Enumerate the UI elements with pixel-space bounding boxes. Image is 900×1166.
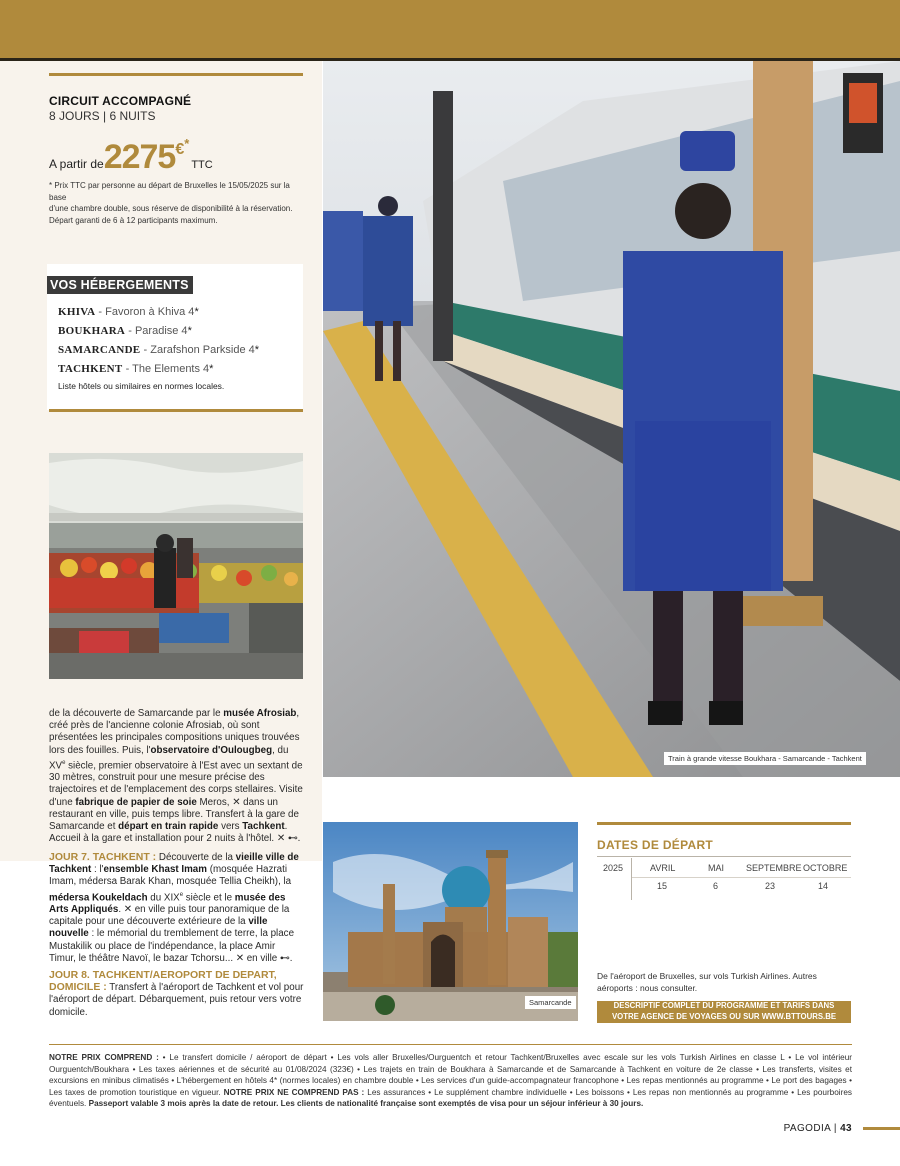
meal-bed-icons: ✕ ⊷. [276,833,301,845]
price-ttc: TTC [191,159,213,171]
itinerary-text: siècle et le [183,891,235,903]
itinerary-text: Transfert à l'aéroport de Tachkent et vol pour l'aéroport de départ. Débarquement, puis retour vers votre domicile. [49,982,304,1018]
hotel-city: BOUKHARA [58,325,126,337]
dates-month: AVRIL [650,863,676,873]
price-note-line: d'une chambre double, sous réserve de disponibilité à la réservation. [49,204,293,213]
itinerary-text: . [118,904,122,916]
hotel-name: - The Elements 4 [122,363,210,375]
program-link-banner[interactable] [597,1001,851,1023]
footer-rule [49,1044,852,1045]
itinerary-text: (mosquée Hazrati Imam, médersa Barak Khan, mosquée Tellia Cheikh), la [49,864,292,888]
itinerary-text: siècle, premier observatoire à l'Est avec un sextant de 30 mètres, construit pour une mesure précise des trajectoires et de l'emplacement des corps stellaires. Visite d'une [49,760,303,808]
price-note-line: * Prix TTC par personne au départ de Bruxelles le 15/05/2025 sur la base [49,181,290,202]
dates-vrule [631,858,632,900]
itinerary-emphasis: Tachkent [242,821,285,833]
comprend-text: • Le transfert domicile / aéroport de départ • Les vols aller Bruxelles/Ourguentch et retour Tachkent/Bruxelles avec escale sur les vols Turkish Airlines en classe L • Le vol intérieur Ourguentch/Boukhara • Les taxes aériennes et de sécurité au 01/08/2024 (323€) • Les trajets en train de Boukhara à Samarcande et de Samarcande à Tachkent en voiture de 2e classe • Les transferts, visites et excursions en minibus climatisés • L'hébergement en hôtels 4* (normes locales) en chambre double • Les services d'un guide-accompagnateur francophone • Les repas mentionnés au programme • Le port des bagages • Les taxes de promotion touristique en vigueur. [49,1053,852,1097]
hotel-star: * [254,344,260,356]
dates-hrule [632,877,851,878]
train-photo [323,61,900,777]
price-value: 2275 [103,138,176,176]
hotel-name: - Favoron à Khiva 4 [95,306,195,318]
itinerary-paragraph [49,708,304,846]
hotel-name: - Paradise 4 [125,325,188,337]
hebergements-bottom-rule [49,409,303,412]
price-block [49,138,213,177]
itinerary-text: dans un restaurant en ville, puis temps libre. Transfert à la gare de Samarcande et [49,796,299,833]
program-link-line: VOTRE AGENCE DE VOYAGES OU SUR WWW.BTTOURS.BE [611,1011,837,1021]
itinerary-text: , [296,708,300,719]
circuit-duration: 8 JOURS | 6 NUITS [49,109,156,123]
dates-month: SEPTEMBRE [746,863,802,873]
hotel-line [58,306,199,318]
day8-paragraph [49,969,304,1019]
itinerary-text: , du XV [49,744,289,772]
itinerary-emphasis: observatoire d'Oulougbeg [150,744,273,756]
page-footer [784,1123,852,1134]
dates-year: 2025 [603,863,624,873]
meal-icon: ✕ [232,796,241,808]
circuit-top-rule [49,73,303,76]
hotel-name: - Zarafshon Parkside 4 [140,344,255,356]
hebergements-note: Liste hôtels ou similaires en normes locales. [58,381,225,391]
price-currency: € [175,141,185,158]
train-caption: Train à grande vitesse Boukhara - Samarcande - Tachkent [664,752,866,765]
dates-top-rule [597,822,851,825]
hotel-city: KHIVA [58,306,96,318]
day7-label: JOUR 7. TACHKENT : [49,851,157,863]
hotel-line [58,325,192,337]
hotel-city: TACHKENT [58,363,123,375]
hotel-city: SAMARCANDE [58,344,141,356]
itinerary-emphasis: fabrique de papier de soie [75,796,197,808]
hotel-line [58,363,213,375]
hotel-line [58,344,259,356]
itinerary-text: ✕ en ville puis tour panoramique de la capitale pour une découverte extérieure de la [49,904,290,928]
day8-label: JOUR 8. TACHKENT/AEROPORT DE DEPART, [49,969,277,981]
itinerary-emphasis: ensemble Khast Imam [103,864,207,876]
itinerary-text: Meros, [196,796,233,808]
dates-day: 14 [818,881,829,891]
day7-paragraph [49,851,304,965]
circuit-title: CIRCUIT ACCOMPAGNÉ [49,94,192,108]
dates-day: 6 [713,881,719,891]
passport-note: Passeport valable 3 mois après la date de retour. Les clients de nationalité française sont exemptés de visa pour un séjour inférieur à 30 jours. [86,1099,644,1109]
itinerary-emphasis: musée Afrosiab [223,708,297,719]
itinerary-sup: e [62,759,66,766]
program-link-line: DESCRIPTIF COMPLET DU PROGRAMME ET TARIFS DANS [613,1001,835,1010]
itinerary-text: : l' [91,864,104,876]
ne-comprend-text: Les assurances • Le supplément chambre individuelle • Les boissons • Les repas non mentionnés au programme • Les pourboires éventuels. [49,1087,852,1109]
itinerary-text: . Accueil à la gare et installation pour 2 nuits à l'hôtel. [49,821,288,845]
market-photo [49,453,303,679]
hotel-star: * [187,325,192,337]
ne-comprend-label: NOTRE PRIX NE COMPREND PAS : [220,1087,365,1097]
itinerary-text: du XIX [147,891,180,903]
price-prefix: A partir de [49,157,104,171]
dates-day: 23 [765,881,776,891]
page-separator: | [833,1123,837,1134]
dates-month: MAI [708,863,725,873]
itinerary-emphasis: ville nouvelle [49,916,268,940]
itinerary-emphasis: médersa Koukeldach [49,891,148,903]
samarcande-photo [323,822,578,1021]
price-asterisk: * [184,136,190,151]
itinerary-text: vers [218,821,243,833]
itinerary-text: Découverte de la [156,852,236,863]
dates-title: DATES DE DÉPART [597,838,714,852]
hotel-star: * [194,306,199,318]
page-accent-bar [863,1127,900,1130]
price-note [49,180,309,226]
top-band [0,0,900,61]
price-note-line: Départ garanti de 6 à 12 participants maximum. [49,215,218,225]
page-number: 43 [840,1123,852,1134]
brand-name: PAGODIA [783,1123,831,1134]
itinerary-text: : le mémorial du tremblement de terre, la place Mustakilik ou place de l'indépendance, la place Amir Timur, le théâtre Navoï, le bazar Tchorsu... ✕ en ville ⊷. [49,928,295,964]
dates-rule [597,856,851,857]
comprend-label: NOTRE PRIX COMPREND : [49,1053,159,1062]
samarcande-caption: Samarcande [525,996,576,1009]
itinerary-sup: e [179,891,184,898]
dates-note: De l'aéroport de Bruxelles, sur vols Turkish Airlines. Autres aéroports : nous consulter. [597,971,817,993]
hebergements-title: VOS HÉBERGEMENTS [47,276,193,294]
dates-day: 15 [657,881,668,891]
footer-conditions [49,1052,852,1110]
itinerary-emphasis: vieille ville de Tachkent [49,852,299,876]
hotel-star: * [209,363,214,375]
dates-month: OCTOBRE [803,863,848,873]
itinerary-text: créé près de l'ancienne colonie Afrosiab, où sont présentées les principales compositions uniques trouvées lors des fouilles. Puis, l' [49,720,300,756]
itinerary-emphasis: musée des Arts Appliqués [49,891,286,916]
itinerary-text: de la découverte de Samarcande par le [49,708,224,719]
day8-label: DOMICILE : [49,981,107,994]
itinerary-emphasis: départ en train rapide [118,821,219,833]
